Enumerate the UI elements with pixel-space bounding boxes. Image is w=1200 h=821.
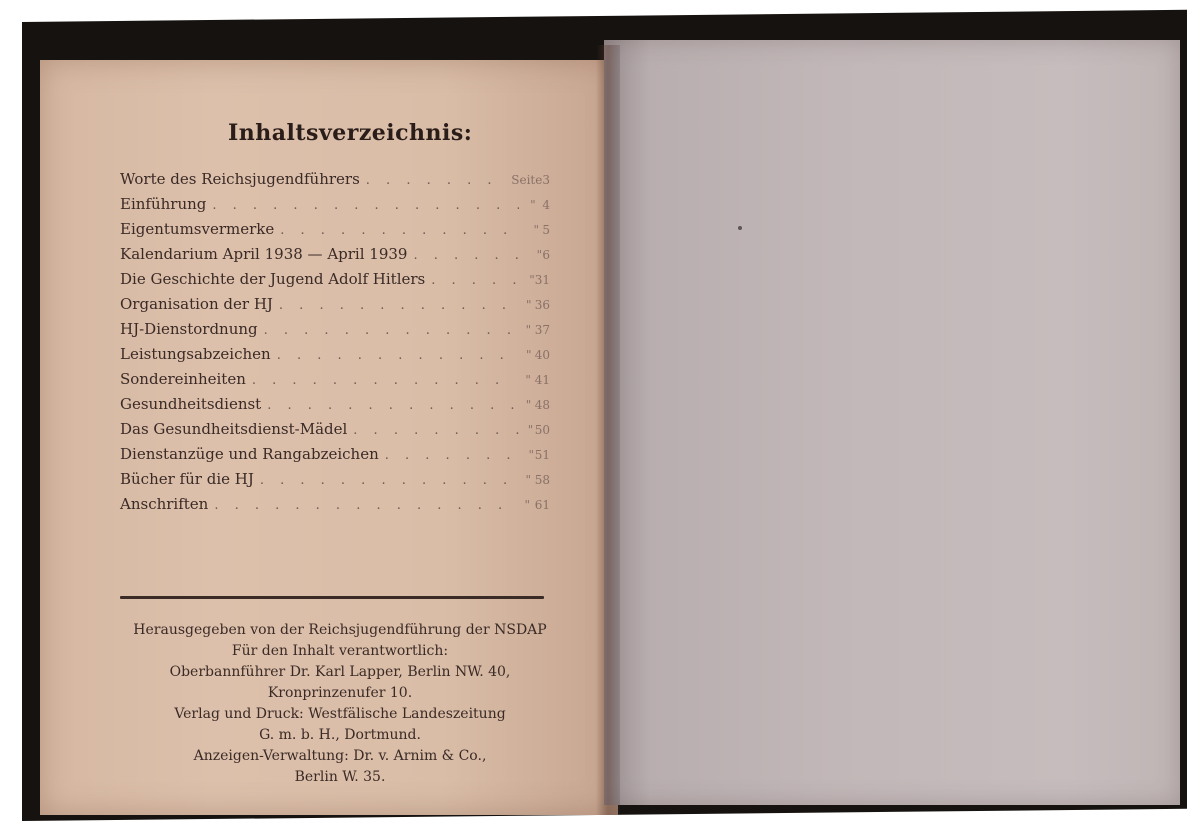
- toc-entry: [120, 195, 550, 220]
- toc-page-number: 5: [542, 223, 550, 237]
- toc-page-number: 48: [534, 398, 550, 412]
- toc-entry-title: Die Geschichte der Jugend Adolf Hitlers: [120, 270, 426, 288]
- toc-page-number: 41: [534, 373, 550, 387]
- toc-page-number: 61: [534, 498, 550, 512]
- toc-leader-dots: [264, 323, 516, 338]
- toc-page-number: 40: [534, 348, 550, 362]
- imprint-line: Für den Inhalt verantwortlich:: [231, 643, 449, 659]
- toc-ditto-mark: ": [524, 498, 530, 512]
- toc-entry: [120, 445, 550, 470]
- toc-entry: [120, 495, 550, 520]
- book-spine-shadow: [596, 45, 620, 815]
- toc-entry-title: Gesundheitsdienst: [120, 395, 262, 413]
- toc-entry: [120, 320, 550, 345]
- toc-entry-title: Das Gesundheitsdienst-Mädel: [120, 420, 348, 438]
- imprint-line: Anzeigen-Verwaltung: Dr. v. Arnim & Co.,: [193, 748, 487, 764]
- toc-leader-dots: [252, 373, 516, 388]
- imprint-line: Verlag und Druck: Westfälische Landeszeitung: [174, 706, 506, 722]
- toc-leader-dots: [267, 398, 516, 413]
- toc-ditto-mark: ": [525, 323, 532, 337]
- toc-entry-title: Dienstanzüge und Rangabzeichen: [120, 445, 379, 463]
- page-title: Inhaltsverzeichnis:: [228, 120, 473, 146]
- imprint-line: G. m. b. H., Dortmund.: [259, 727, 421, 743]
- toc-page-number: 36: [534, 298, 550, 312]
- toc-leader-dots: [413, 248, 530, 263]
- toc-ditto-mark: ": [527, 423, 534, 437]
- toc-leader-dots: [260, 473, 516, 488]
- toc-entry: [120, 170, 550, 195]
- toc-leader-dots: [212, 198, 519, 213]
- imprint-line: Berlin W. 35.: [294, 769, 386, 785]
- toc-page-number: 50: [534, 423, 550, 437]
- paper-speck: [738, 226, 742, 230]
- toc-entry-title: Organisation der HJ: [120, 295, 273, 313]
- toc-page-number: 58: [534, 473, 550, 487]
- toc-entry-title: Kalendarium April 1938 — April 1939: [120, 245, 408, 263]
- imprint-line: Kronprinzenufer 10.: [267, 685, 413, 701]
- toc-ditto-mark: ": [533, 223, 540, 237]
- table-of-contents: [120, 170, 550, 520]
- toc-page-number: 6: [542, 248, 550, 262]
- toc-leader-dots: [280, 223, 524, 238]
- toc-page-number: 37: [534, 323, 550, 337]
- toc-page-number: 31: [534, 273, 550, 287]
- toc-leader-dots: [277, 348, 517, 363]
- toc-leader-dots: [353, 423, 520, 438]
- toc-ditto-mark: ": [528, 448, 535, 462]
- imprint-block: [110, 620, 570, 788]
- toc-entry-title: Worte des Reichsjugendführers: [120, 170, 360, 188]
- toc-entry-title: Anschriften: [120, 495, 209, 513]
- toc-ditto-mark: ": [525, 473, 532, 487]
- toc-leader-dots: [214, 498, 513, 513]
- toc-leader-dots: [366, 173, 505, 188]
- toc-entry: [120, 220, 550, 245]
- toc-page-number: 51: [534, 448, 550, 462]
- toc-entry: [120, 345, 550, 370]
- toc-page-number: 4: [542, 198, 551, 212]
- toc-entry: [120, 270, 550, 295]
- toc-page-number: 3: [542, 173, 550, 187]
- toc-entry-title: Einführung: [120, 195, 207, 213]
- toc-entry: [120, 295, 550, 320]
- toc-entry-title: HJ-Dienstordnung: [120, 320, 258, 338]
- toc-page-column-label: Seite: [511, 173, 543, 187]
- toc-leader-dots: [279, 298, 517, 313]
- toc-entry: [120, 245, 550, 270]
- toc-ditto-mark: ": [525, 398, 532, 412]
- imprint-line: Herausgegeben von der Reichsjugendführung der NSDAP: [133, 622, 547, 638]
- toc-entry-title: Sondereinheiten: [120, 370, 246, 388]
- toc-ditto-mark: ": [529, 273, 535, 287]
- toc-ditto-mark: ": [525, 373, 531, 387]
- toc-leader-dots: [385, 448, 522, 463]
- toc-entry: [120, 470, 550, 495]
- toc-ditto-mark: ": [536, 248, 543, 262]
- toc-ditto-mark: ": [530, 198, 536, 212]
- toc-entry-title: Leistungsabzeichen: [120, 345, 271, 363]
- toc-entry-title: Eigentumsvermerke: [120, 220, 275, 238]
- horizontal-rule: [120, 596, 544, 599]
- imprint-line: Oberbannführer Dr. Karl Lapper, Berlin NW. 40,: [169, 664, 511, 680]
- toc-leader-dots: [431, 273, 523, 288]
- toc-entry: [120, 370, 550, 395]
- toc-entry: [120, 420, 550, 445]
- right-page: [604, 40, 1180, 805]
- toc-entry: [120, 395, 550, 420]
- toc-ditto-mark: ": [525, 348, 532, 362]
- toc-ditto-mark: ": [526, 298, 532, 312]
- toc-entry-title: Bücher für die HJ: [120, 470, 254, 488]
